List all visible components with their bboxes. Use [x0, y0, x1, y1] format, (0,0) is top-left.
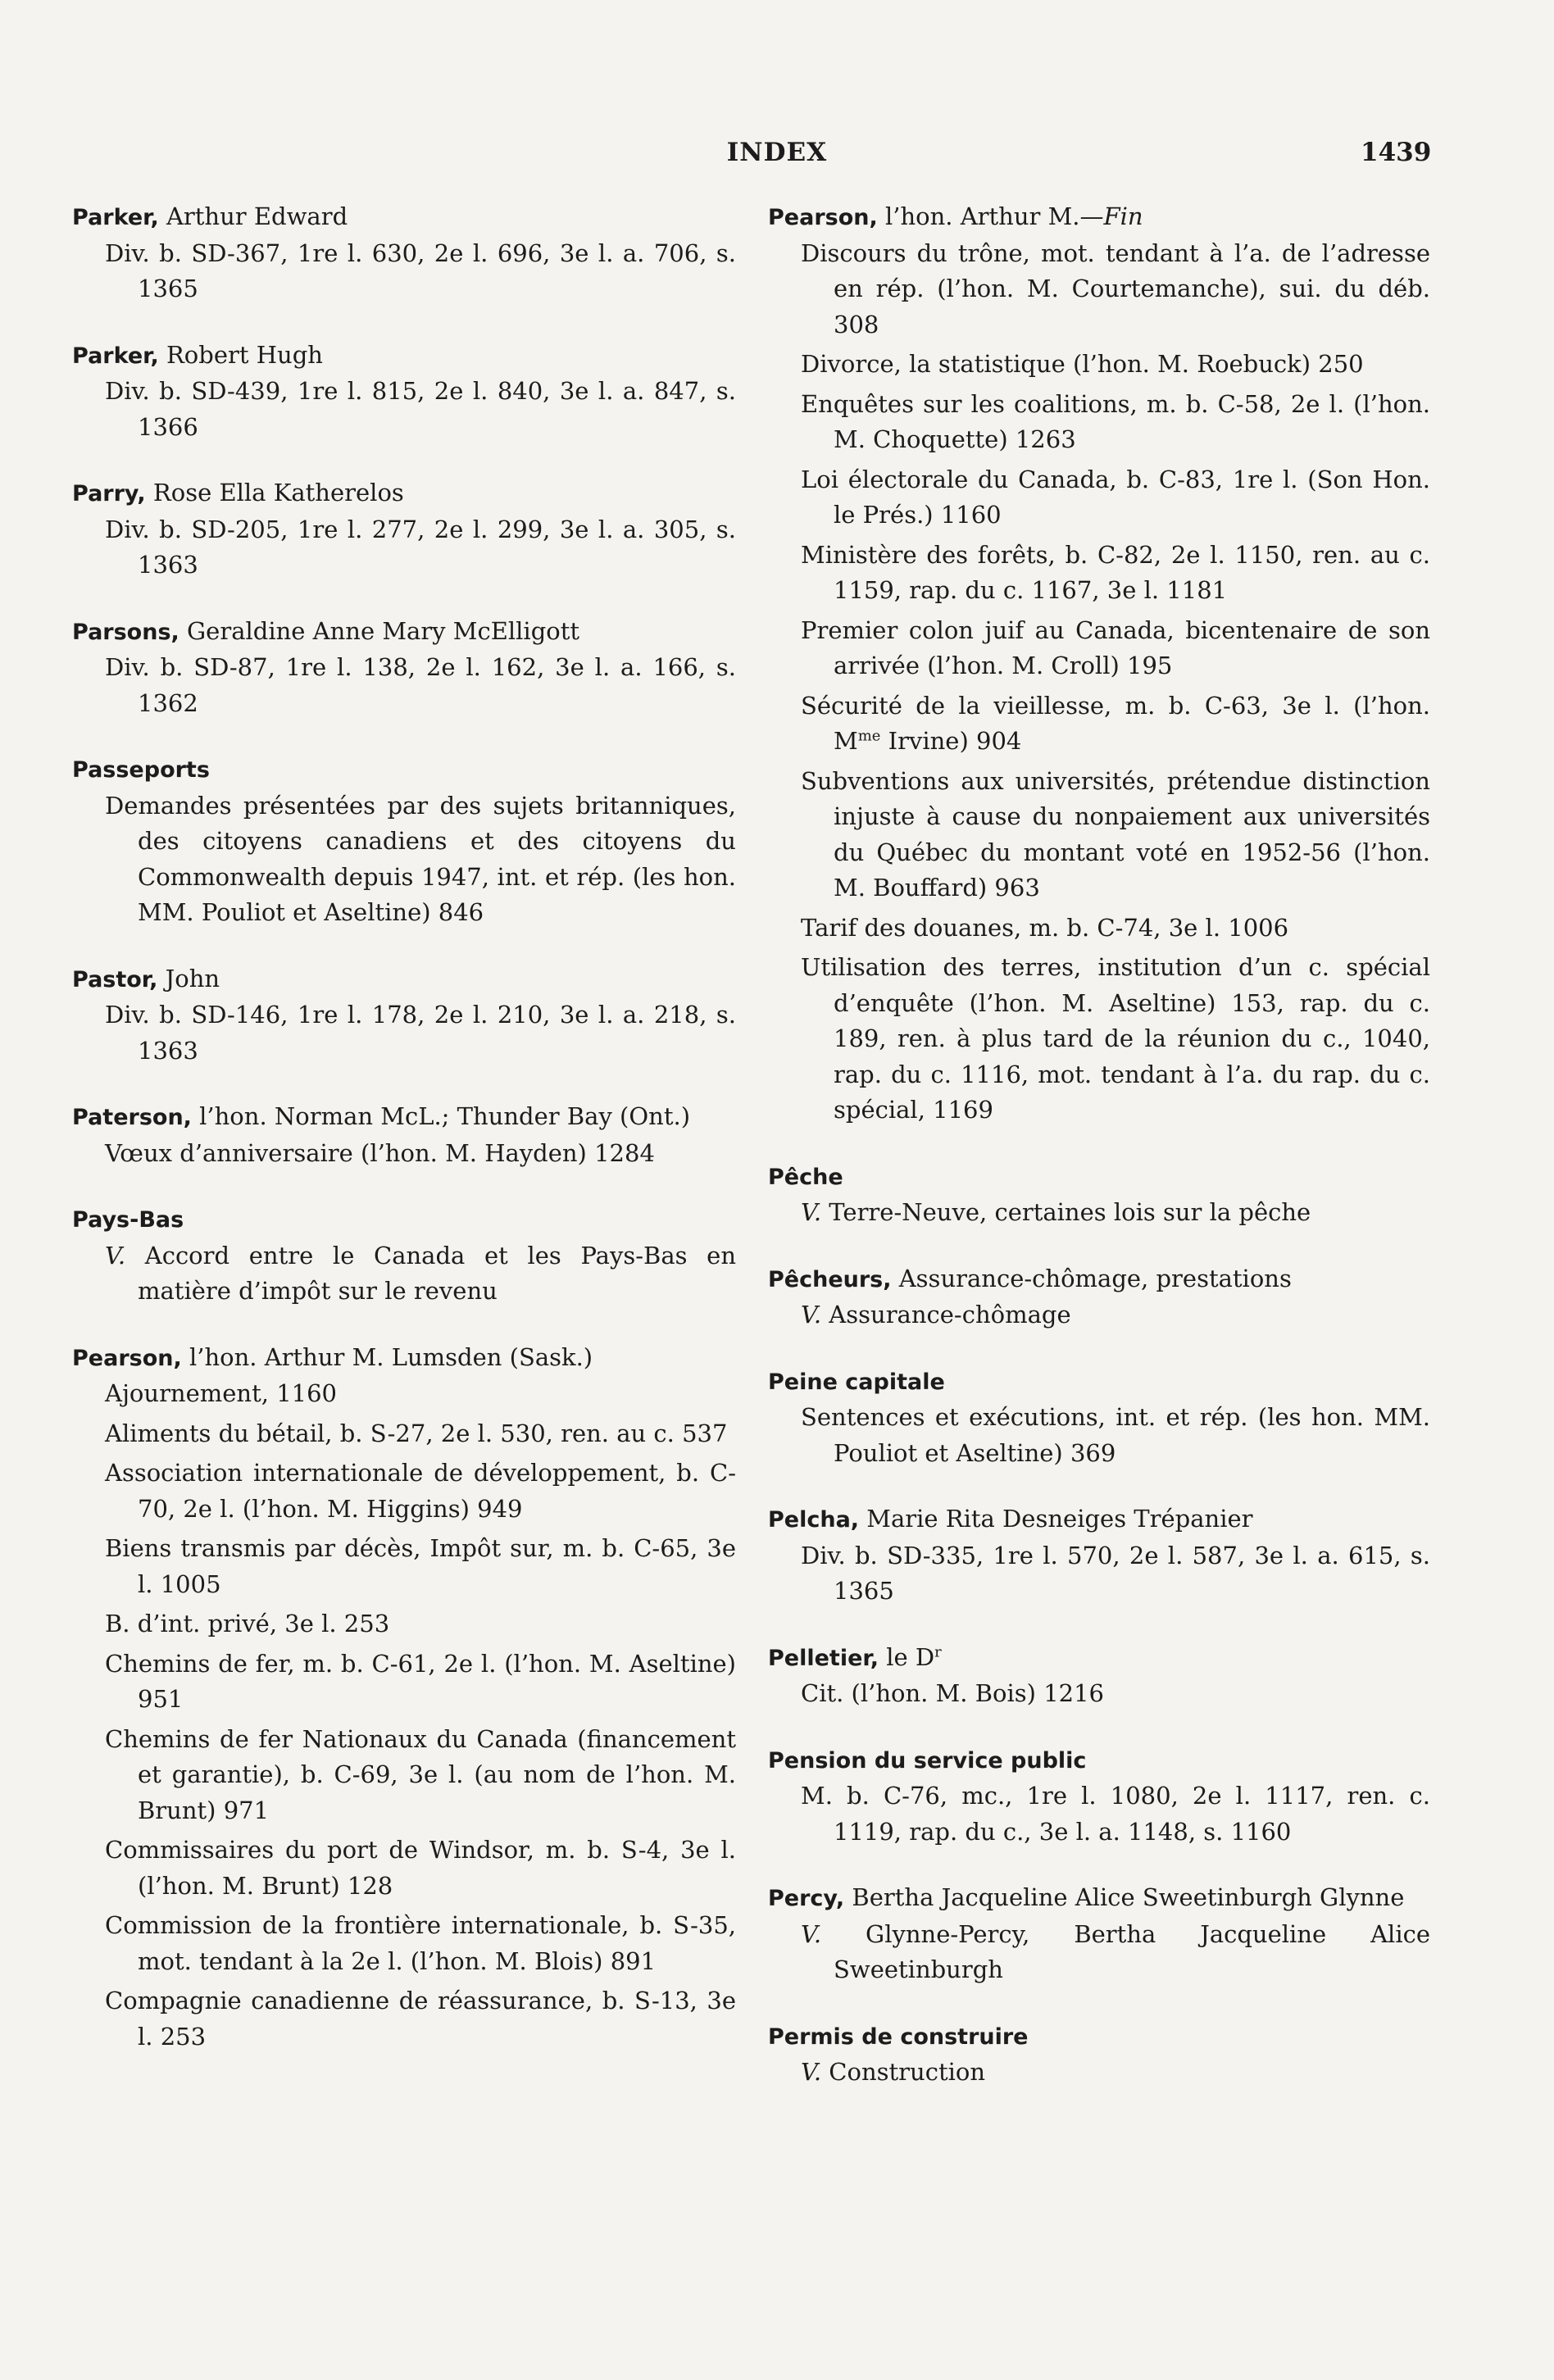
index-entry	[72, 614, 736, 722]
entry-head-rest: Arthur Edward	[158, 202, 348, 230]
entry-reference: Div. b. SD-87, 1re l. 138, 2e l. 162, 3e l. a. 166, s. 1362	[105, 653, 736, 717]
entry-reference: Chemins de fer, m. b. C-61, 2e l. (l’hon. M. Aseltine) 951	[105, 1649, 736, 1713]
entry-reference: V. Terre-Neuve, certaines lois sur la pêche	[801, 1198, 1311, 1226]
entry-head-rest: l’hon. Arthur M.—	[877, 202, 1104, 230]
entry-heading	[72, 338, 736, 375]
entry-heading	[72, 475, 736, 512]
entry-reference: Div. b. SD-205, 1re l. 277, 2e l. 299, 3e l. a. 305, s. 1363	[105, 515, 736, 579]
index-entry	[72, 752, 736, 931]
entry-heading	[768, 1364, 1430, 1401]
index-entry	[768, 1364, 1430, 1472]
entry-heading	[72, 752, 736, 788]
entry-head-word: Paterson,	[72, 1105, 192, 1130]
entry-head-rest: Assurance-chômage, prestations	[891, 1264, 1292, 1292]
index-column-left	[72, 199, 736, 2085]
entry-heading	[768, 199, 1430, 236]
index-entry	[72, 1099, 736, 1171]
entry-head-rest: l’hon. Norman McL.; Thunder Bay (Ont.)	[191, 1102, 691, 1130]
entry-head-word: Pearson,	[768, 205, 878, 230]
entry-heading	[72, 199, 736, 236]
entry-head-rest: Robert Hugh	[158, 340, 323, 369]
entry-heading	[72, 1201, 736, 1238]
entry-head-word: Parker,	[72, 343, 159, 369]
entry-heading	[768, 1159, 1430, 1196]
entry-heading	[72, 1099, 736, 1136]
index-entry	[72, 475, 736, 584]
entry-reference: Commission de la frontière internationale, b. S-35, mot. tendant à la 2e l. (l’hon. M. Blois) 891	[105, 1911, 736, 1975]
entry-head-word: Pelcha,	[768, 1507, 860, 1533]
entry-head-rest: Geraldine Anne Mary McElligott	[179, 616, 580, 645]
entry-reference: Ministère des forêts, b. C-82, 2e l. 1150, ren. au c. 1159, rap. du c. 1167, 3e l. 1181	[801, 540, 1430, 604]
entry-reference: Vœux d’anniversaire (l’hon. M. Hayden) 1284	[105, 1138, 655, 1167]
index-entry	[72, 199, 736, 307]
index-entry	[768, 1261, 1430, 1333]
entry-head-word: Pelletier,	[768, 1645, 879, 1671]
index-entry	[768, 1501, 1430, 1610]
entry-head-rest: Bertha Jacqueline Alice Sweetinburgh Glynne	[844, 1883, 1405, 1911]
entry-heading	[768, 1742, 1430, 1779]
entry-heading	[72, 961, 736, 998]
entry-reference: Utilisation des terres, institution d’un c. spécial d’enquête (l’hon. M. Aseltine) 153, rap. du c. 189, ren. à plus tard de la réunion du c., 1040, rap. du c. 1116, mot. tendant à l’a. du rap. du c. spécial, 1169	[801, 953, 1430, 1124]
running-head-title: INDEX	[726, 138, 828, 167]
index-entry	[768, 1640, 1430, 1712]
index-entry	[768, 1880, 1430, 1988]
entry-reference: Sentences et exécutions, int. et rép. (les hon. MM. Pouliot et Aseltine) 369	[801, 1403, 1430, 1467]
entry-heading	[768, 1261, 1430, 1298]
entry-reference: Commissaires du port de Windsor, m. b. S-4, 3e l. (l’hon. M. Brunt) 128	[105, 1836, 736, 1900]
entry-head-word: Pêche	[768, 1164, 843, 1190]
entry-head-word: Parsons,	[72, 619, 179, 645]
entry-heading	[768, 1501, 1430, 1538]
index-entry	[72, 1201, 736, 1310]
entry-reference: Aliments du bétail, b. S-27, 2e l. 530, ren. au c. 537	[105, 1419, 728, 1447]
index-entry	[72, 1340, 736, 2055]
entry-reference: Enquêtes sur les coalitions, m. b. C-58, 2e l. (l’hon. M. Choquette) 1263	[801, 389, 1430, 453]
entry-head-word: Parry,	[72, 481, 146, 506]
entry-reference: Tarif des douanes, m. b. C-74, 3e l. 1006	[801, 913, 1289, 942]
entry-heading	[72, 614, 736, 651]
index-entry	[768, 1742, 1430, 1851]
entry-reference: Cit. (l’hon. M. Bois) 1216	[801, 1679, 1105, 1707]
entry-head-word: Pêcheurs,	[768, 1266, 892, 1292]
entry-reference: V. Accord entre le Canada et les Pays-Bas en matière d’impôt sur le revenu	[105, 1241, 736, 1305]
entry-reference: Subventions aux universités, prétendue distinction injuste à cause du nonpaiement aux universités du Québec du montant voté en 1952-56 (l’hon. M. Bouffard) 963	[801, 766, 1430, 902]
entry-reference: Div. b. SD-146, 1re l. 178, 2e l. 210, 3e l. a. 218, s. 1363	[105, 1001, 736, 1065]
entry-reference: Demandes présentées par des sujets britanniques, des citoyens canadiens et des citoyens du Commonwealth depuis 1947, int. et rép. (les hon. MM. Pouliot et Aseltine) 846	[105, 791, 736, 926]
entry-reference: Div. b. SD-335, 1re l. 570, 2e l. 587, 3e l. a. 615, s. 1365	[801, 1541, 1430, 1605]
entry-reference: B. d’int. privé, 3e l. 253	[105, 1610, 390, 1637]
entry-head-word: Pearson,	[72, 1345, 182, 1371]
index-entry	[72, 961, 736, 1070]
entry-head-word: Permis de construire	[768, 2023, 1029, 2050]
entry-heading	[768, 1880, 1430, 1917]
index-entry	[768, 1159, 1430, 1231]
entry-reference: Chemins de fer Nationaux du Canada (financement et garantie), b. C-69, 3e l. (au nom de l’hon. M. Brunt) 971	[105, 1724, 736, 1824]
entry-reference: Div. b. SD-439, 1re l. 815, 2e l. 840, 3e l. a. 847, s. 1366	[105, 377, 736, 441]
index-entry	[72, 338, 736, 446]
entry-reference: Discours du trône, mot. tendant à l’a. de l’adresse en rép. (l’hon. M. Courtemanche), sui. du déb. 308	[801, 238, 1430, 338]
index-column-right	[768, 199, 1430, 2121]
entry-head-rest: Rose Ella Katherelos	[145, 479, 404, 506]
page-number: 1439	[1361, 138, 1432, 167]
entry-heading	[72, 1340, 736, 1377]
entry-head-rest: l’hon. Arthur M. Lumsden (Sask.)	[181, 1342, 593, 1371]
entry-head-word: Pension du service public	[768, 1747, 1087, 1774]
entry-head-word: Passeports	[72, 757, 210, 783]
entry-head-rest: Marie Rita Desneiges Trépanier	[859, 1505, 1253, 1533]
entry-reference: Divorce, la statistique (l’hon. M. Roebuck) 250	[801, 350, 1364, 378]
entry-reference: M. b. C-76, mc., 1re l. 1080, 2e l. 1117, ren. c. 1119, rap. du c., 3e l. a. 1148, s. 1160	[801, 1782, 1430, 1846]
entry-head-word: Peine capitale	[768, 1369, 945, 1395]
entry-heading	[768, 2019, 1430, 2055]
entry-reference: Ajournement, 1160	[105, 1379, 338, 1407]
index-entry	[768, 199, 1430, 1129]
entry-reference: Sécurité de la vieillesse, m. b. C-63, 3e l. (l’hon. $M^{me}$ Irvine) 904	[801, 691, 1430, 755]
entry-head-continuation: Fin	[1103, 202, 1143, 230]
entry-reference: Div. b. SD-367, 1re l. 630, 2e l. 696, 3e l. a. 706, s. 1365	[105, 238, 736, 302]
entry-head-word: Pastor,	[72, 966, 158, 992]
entry-heading	[768, 1640, 1430, 1677]
entry-head-word: Pays-Bas	[72, 1207, 184, 1233]
entry-head-word: Parker,	[72, 205, 159, 230]
entry-reference: Premier colon juif au Canada, bicentenaire de son arrivée (l’hon. M. Croll) 195	[801, 615, 1430, 679]
index-entry	[768, 2019, 1430, 2091]
entry-head-rest: le $D^r$	[879, 1642, 942, 1671]
entry-reference: Compagnie canadienne de réassurance, b. S-13, 3e l. 253	[105, 1987, 736, 2051]
entry-reference: Biens transmis par décès, Impôt sur, m. b. C-65, 3e l. 1005	[105, 1534, 736, 1598]
entry-reference: V. Assurance-chômage	[801, 1301, 1071, 1329]
entry-head-word: Percy,	[768, 1886, 845, 1911]
entry-head-rest: John	[157, 964, 220, 992]
entry-reference: Association internationale de développement, b. C-70, 2e l. (l’hon. M. Higgins) 949	[105, 1459, 736, 1523]
entry-reference: V. Construction	[801, 2058, 986, 2086]
entry-reference: Loi électorale du Canada, b. C-83, 1re l. (Son Hon. le Prés.) 1160	[801, 465, 1430, 529]
entry-reference: V. Glynne-Percy, Bertha Jacqueline Alice Sweetinburgh	[801, 1919, 1430, 1983]
